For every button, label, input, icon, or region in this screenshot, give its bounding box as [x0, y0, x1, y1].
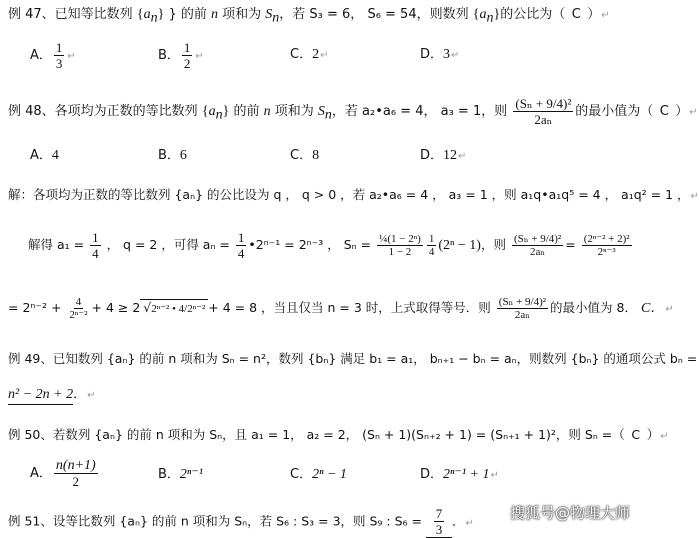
problem-48-option-d: D．12↵ [420, 148, 467, 163]
problem-47-option-c: C．2↵ [290, 47, 329, 62]
problem-47-option-b: B． $\frac{1}{2}$ ↵ [158, 40, 204, 71]
problem-48-stem: 例 48、各项均为正数的等比数列 $\{a_n\}$ 的前 n 项和为 $S_n$，若 a₂•a₆ = 4， a₃ = 1，则 $\frac{\text{(Sₙ + 9/4)²}}{\text{2aₙ}}$ 的最小值为（ C ）↵ [8, 96, 698, 127]
solution-line-2: 解得 a₁ = $\frac{1}{4}$ ， q = 2 ，可得 aₙ = $\frac{1}{4}$ •2ⁿ⁻¹ = 2ⁿ⁻³ ， Sₙ = $\frac{\text{¼(1 − 2ⁿ)}}{1 - 2}$ $\frac{1}{4}$ (2ⁿ − 1)，则 $\frac{\text{(Sₙ + 9/4)²}}{\text{2aₙ}}$ = $\frac{\text{(2ⁿ⁻² + 2)²}}{\text{2ⁿ⁻³}}$ [28, 230, 630, 261]
problem-50-option-a: A． $\frac{n(n+1)}{2}$ [30, 458, 96, 489]
problem-50-option-b: B．2ⁿ⁻¹ [158, 467, 203, 482]
problem-49-answer-line: n² − 2n + 2．↵ [8, 386, 96, 405]
watermark: 搜狐号@物理大师 [509, 504, 630, 522]
problem-47-answer: C [571, 7, 581, 22]
problem-50-answer: C [631, 427, 641, 442]
problem-49-answer: n² − 2n + 2 [8, 386, 73, 405]
solution-line-1: 解：各项均为正数的等比数列 {aₙ} 的公比设为 q ， q > 0 ，若 a₂•a₆ = 4 ， a₃ = 1 ，则 a₁q•a₁q⁵ = 4 ， a₁q² = 1 ，↵ [8, 187, 699, 202]
problem-47-stem: 例 47、已知等比数列 $\{a_n\}$ } 的前 n 项和为 $S_n$，若 S₃ = 6， S₆ = 54，则数列 $\{a_n\}$的公比为（ C ）↵ [8, 7, 610, 26]
problem-51-answer-den: 3 [435, 522, 443, 537]
problem-48-option-a: A．4 [30, 148, 59, 163]
problem-51-stem: 例 51、设等比数列 {aₙ} 的前 n 项和为 Sₙ，若 S₆ : S₃ = 3，则 S₉ : S₆ = $\frac{7}{3}$ ．↵ [8, 506, 474, 537]
problem-49-stem: 例 49、已知数列 {aₙ} 的前 n 项和为 Sₙ = n²，数列 {bₙ} 满足 b₁ = a₁， bₙ₊₁ − bₙ = aₙ，则数列 {bₙ} 的通项公式 bₙ = [8, 351, 698, 366]
problem-48-option-b: B．6 [158, 148, 187, 163]
problem-47-option-d: D．3↵ [420, 47, 460, 62]
problem-50-stem: 例 50、若数列 {aₙ} 的前 n 项和为 Sₙ，且 a₁ = 1， a₂ = 2， (Sₙ + 1)(Sₙ₊₂ + 1) = (Sₙ₊₁ + 1)²，则 Sₙ =（ C ）↵ [8, 427, 669, 442]
problem-48-option-c: C．8 [290, 148, 320, 163]
problem-47-option-a: A． $\frac{1}{3}$ ↵ [30, 40, 76, 71]
problem-51-answer-num: 7 [435, 506, 443, 521]
problem-50-option-c: C．2ⁿ − 1 [290, 467, 347, 482]
problem-48-answer: C [659, 104, 669, 119]
problem-50-option-d: D．2ⁿ⁻¹ + 1↵ [420, 467, 499, 482]
solution-line-3: = 2ⁿ⁻² + $\frac{4}{\text{2ⁿ⁻²}}$ + 4 ≥ 2 √2ⁿ⁻² • 4/2ⁿ⁻² + 4 = 8 ，当且仅当 n = 3 时，上式取得等号．则 $\frac{\text{(Sₙ + 9/4)²}}{\text{2aₙ}}$ 的最小值为 8． C．↵ [8, 296, 674, 321]
